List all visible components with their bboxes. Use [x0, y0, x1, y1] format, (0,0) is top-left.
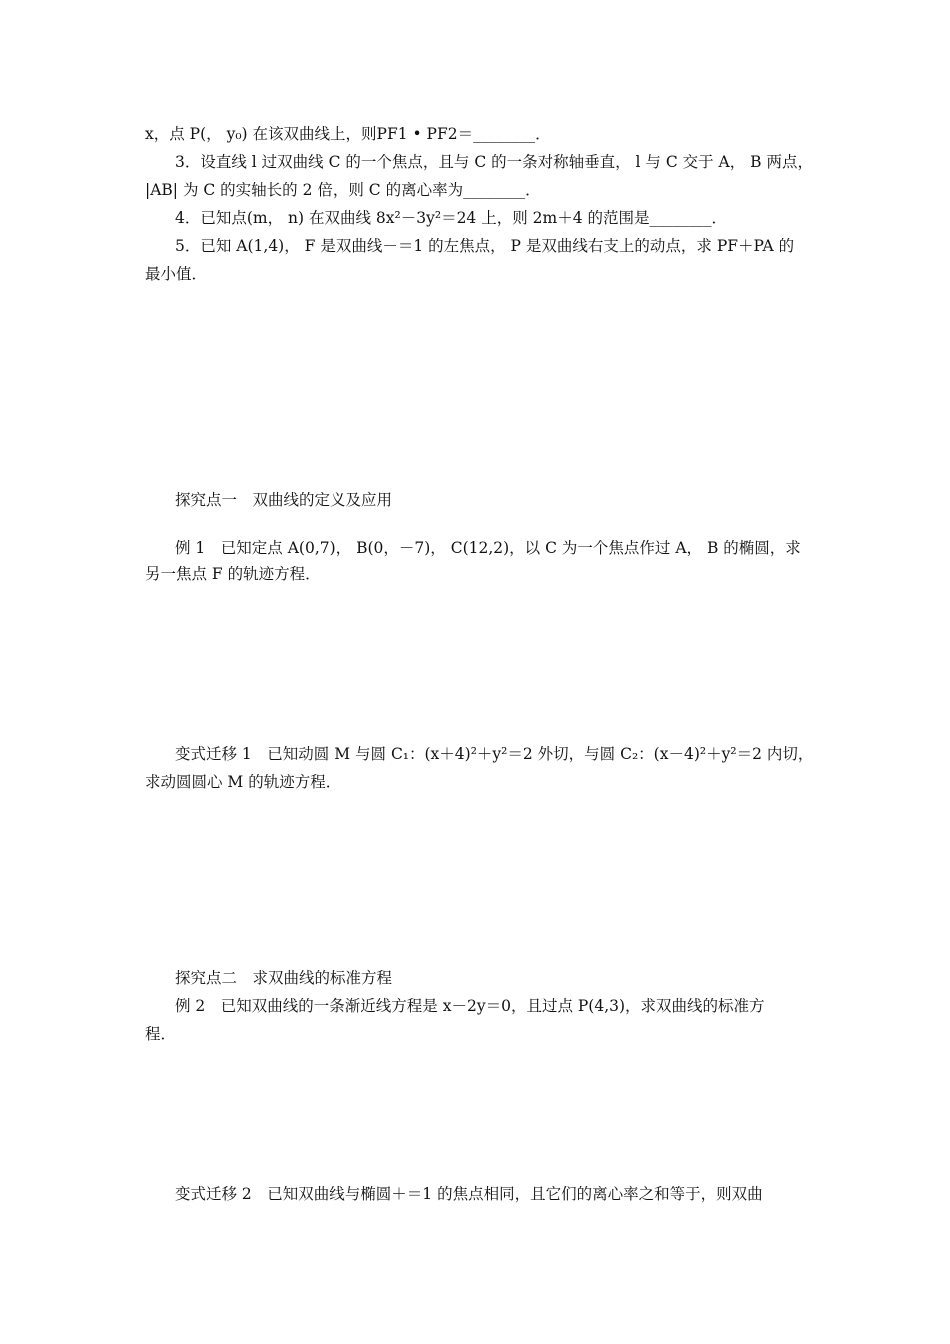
question-5-line-2: 最小值． — [145, 265, 208, 283]
question-4: 4．已知点(m， n) 在双曲线 8x²－3y²＝24 上，则 2m＋4 的范围是________． — [175, 209, 727, 227]
example-1-line-2: 另一焦点 F 的轨迹方程． — [145, 565, 321, 583]
variant-2-line-1: 变式迁移 2 已知双曲线与椭圆＋＝1 的焦点相同，且它们的离心率之和等于，则双曲 — [175, 1185, 763, 1203]
section-2-heading: 探究点二 求双曲线的标准方程 — [175, 969, 393, 987]
variant-1-line-1: 变式迁移 1 已知动圆 M 与圆 C₁：(x＋4)²＋y²＝2 外切，与圆 C₂：(x－4)²＋y²＝2 内切， — [175, 745, 814, 763]
question-3-line-2: |AB| 为 C 的实轴长的 2 倍，则 C 的离心率为________． — [145, 181, 541, 199]
example-2-line-1: 例 2 已知双曲线的一条渐近线方程是 x－2y＝0，且过点 P(4,3)，求双曲线的标准方 — [175, 997, 765, 1015]
question-3-line-1: 3．设直线 l 过双曲线 C 的一个焦点，且与 C 的一条对称轴垂直， l 与 C 交于 A， B 两点， — [175, 153, 813, 171]
section-1-heading: 探究点一 双曲线的定义及应用 — [175, 491, 393, 509]
example-2-line-2: 程． — [145, 1025, 177, 1043]
variant-1-line-2: 求动圆圆心 M 的轨迹方程． — [145, 773, 342, 791]
example-1-line-1: 例 1 已知定点 A(0,7)， B(0，－7)， C(12,2)，以 C 为一个焦点作过 A， B 的椭圆，求 — [175, 539, 801, 557]
text-line-1: x，点 P(， y₀) 在该双曲线上，则PF1 • PF2＝________． — [145, 125, 551, 143]
question-5-line-1: 5．已知 A(1,4)， F 是双曲线－＝1 的左焦点， P 是双曲线右支上的动点，求 PF＋PA 的 — [175, 237, 795, 255]
